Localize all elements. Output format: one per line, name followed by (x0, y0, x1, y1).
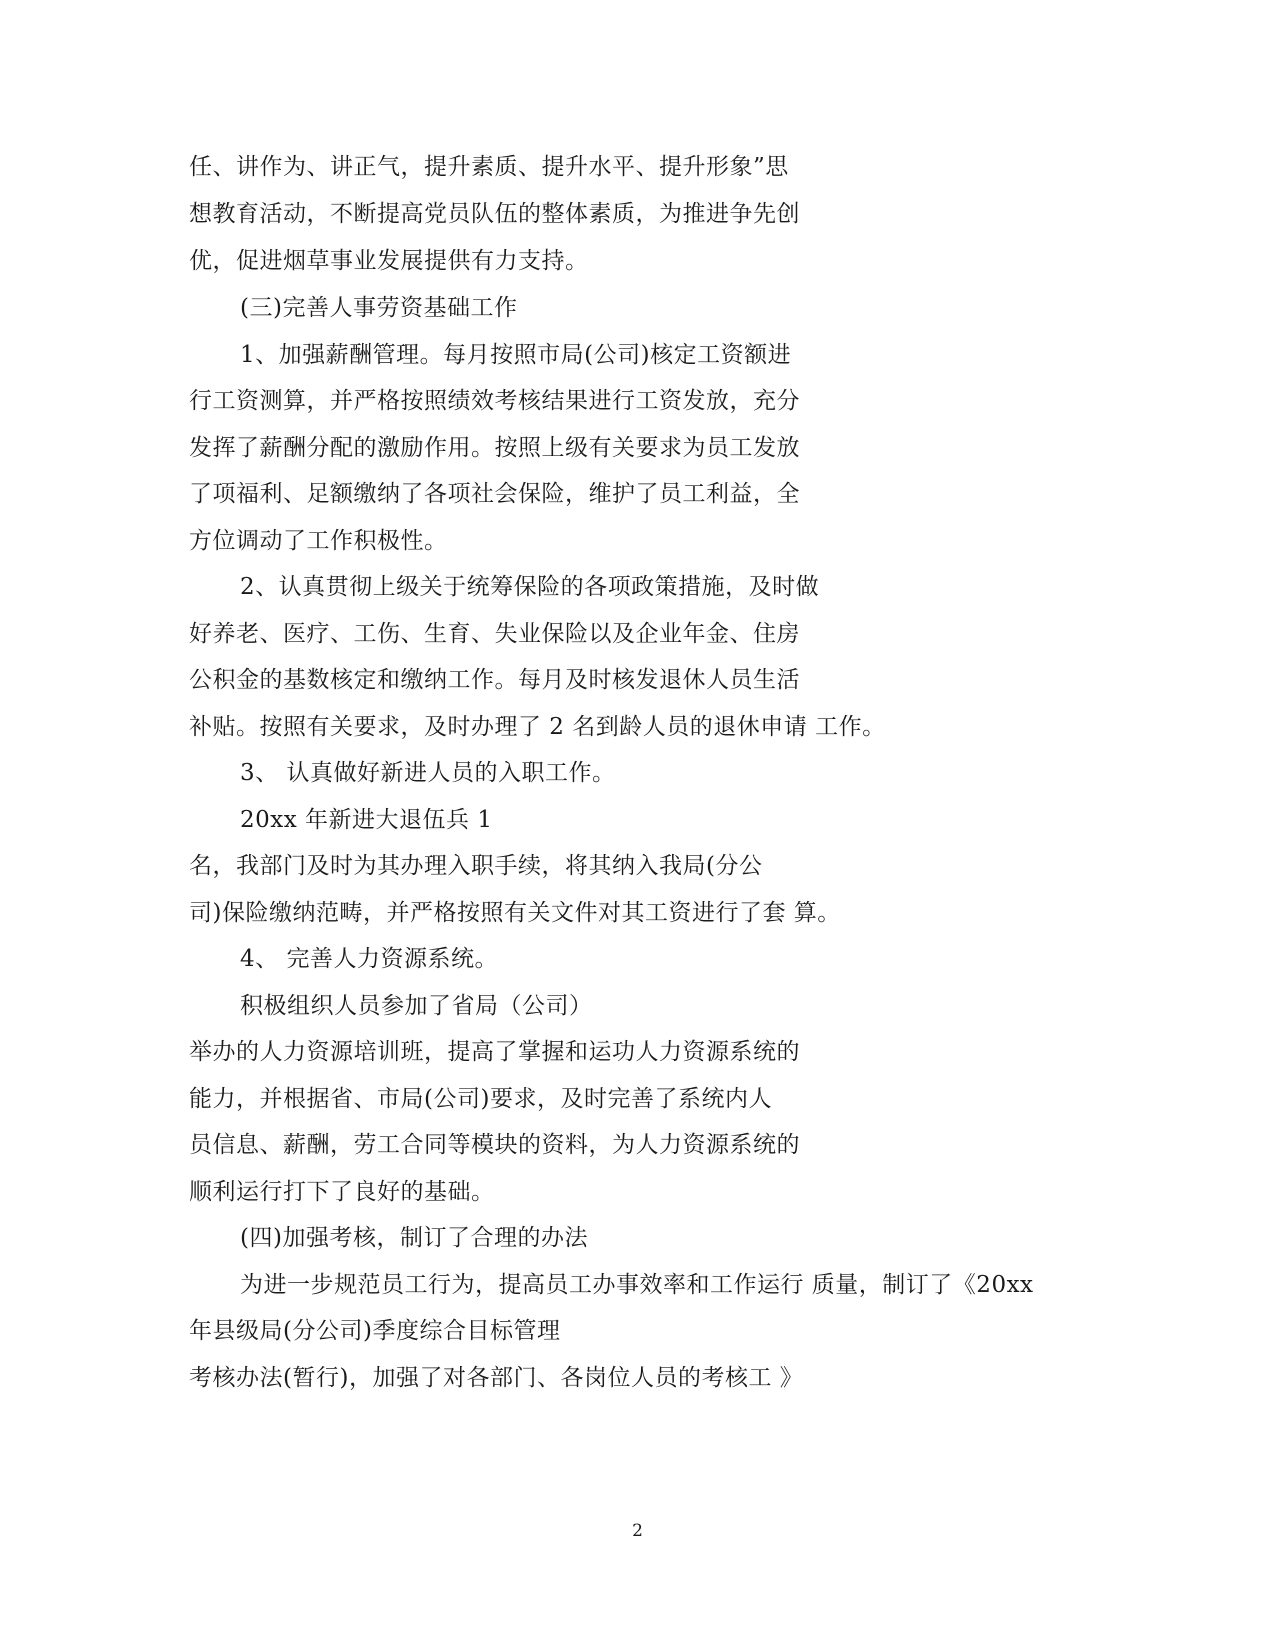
body-text-line: 司)保险缴纳范畴，并严格按照有关文件对其工资进行了套 算。 (189, 900, 841, 926)
body-text-line: 2、认真贯彻上级关于统筹保险的各项政策措施，及时做 (240, 574, 820, 600)
body-text-line: 4、 完善人力资源系统。 (240, 946, 498, 972)
body-text-line: 顺利运行打下了良好的基础。 (189, 1179, 495, 1205)
section-heading-4: (四)加强考核，制订了合理的办法 (240, 1225, 588, 1251)
body-text-line: 举办的人力资源培训班，提高了掌握和运功人力资源系统的 (189, 1039, 800, 1065)
body-text-line: 公积金的基数核定和缴纳工作。每月及时核发退休人员生活 (189, 667, 800, 693)
body-text-line: 考核办法(暂行)，加强了对各部门、各岗位人员的考核工 》 (189, 1365, 804, 1391)
body-text-line: 名，我部门及时为其办理入职手续，将其纳入我局(分公 (189, 853, 763, 879)
body-text-line: 1、加强薪酬管理。每月按照市局(公司)核定工资额进 (240, 342, 792, 368)
body-text-line: 好养老、医疗、工伤、生育、失业保险以及企业年金、住房 (189, 621, 800, 647)
body-text-line: 员信息、薪酬，劳工合同等模块的资料，为人力资源系统的 (189, 1132, 800, 1158)
body-text-line: 能力，并根据省、市局(公司)要求，及时完善了系统内人 (189, 1086, 772, 1112)
page-number: 2 (632, 1521, 643, 1541)
body-text-line: 为进一步规范员工行为，提高员工办事效率和工作运行 质量，制订了《20xx (240, 1272, 1034, 1298)
body-text-line: 补贴。按照有关要求，及时办理了 2 名到龄人员的退休申请 工作。 (189, 714, 886, 740)
body-text-line: 积极组织人员参加了省局（公司） (240, 993, 593, 1019)
section-heading-3: (三)完善人事劳资基础工作 (240, 295, 518, 321)
body-text-line: 优，促进烟草事业发展提供有力支持。 (189, 248, 589, 274)
body-text-line: 任、讲作为、讲正气，提升素质、提升水平、提升形象”思 (189, 154, 789, 180)
body-text-line: 20xx 年新进大退伍兵 1 (240, 807, 493, 833)
body-text-line: 了项福利、足额缴纳了各项社会保险，维护了员工利益，全 (189, 481, 800, 507)
body-text-line: 方位调动了工作积极性。 (189, 528, 448, 554)
body-text-line: 发挥了薪酬分配的激励作用。按照上级有关要求为员工发放 (189, 435, 800, 461)
body-text-line: 行工资测算，并严格按照绩效考核结果进行工资发放，充分 (189, 388, 800, 414)
body-text-line: 想教育活动，不断提高党员队伍的整体素质，为推进争先创 (189, 201, 800, 227)
body-text-line: 3、 认真做好新进人员的入职工作。 (240, 760, 616, 786)
body-text-line: 年县级局(分公司)季度综合目标管理 (189, 1318, 561, 1344)
